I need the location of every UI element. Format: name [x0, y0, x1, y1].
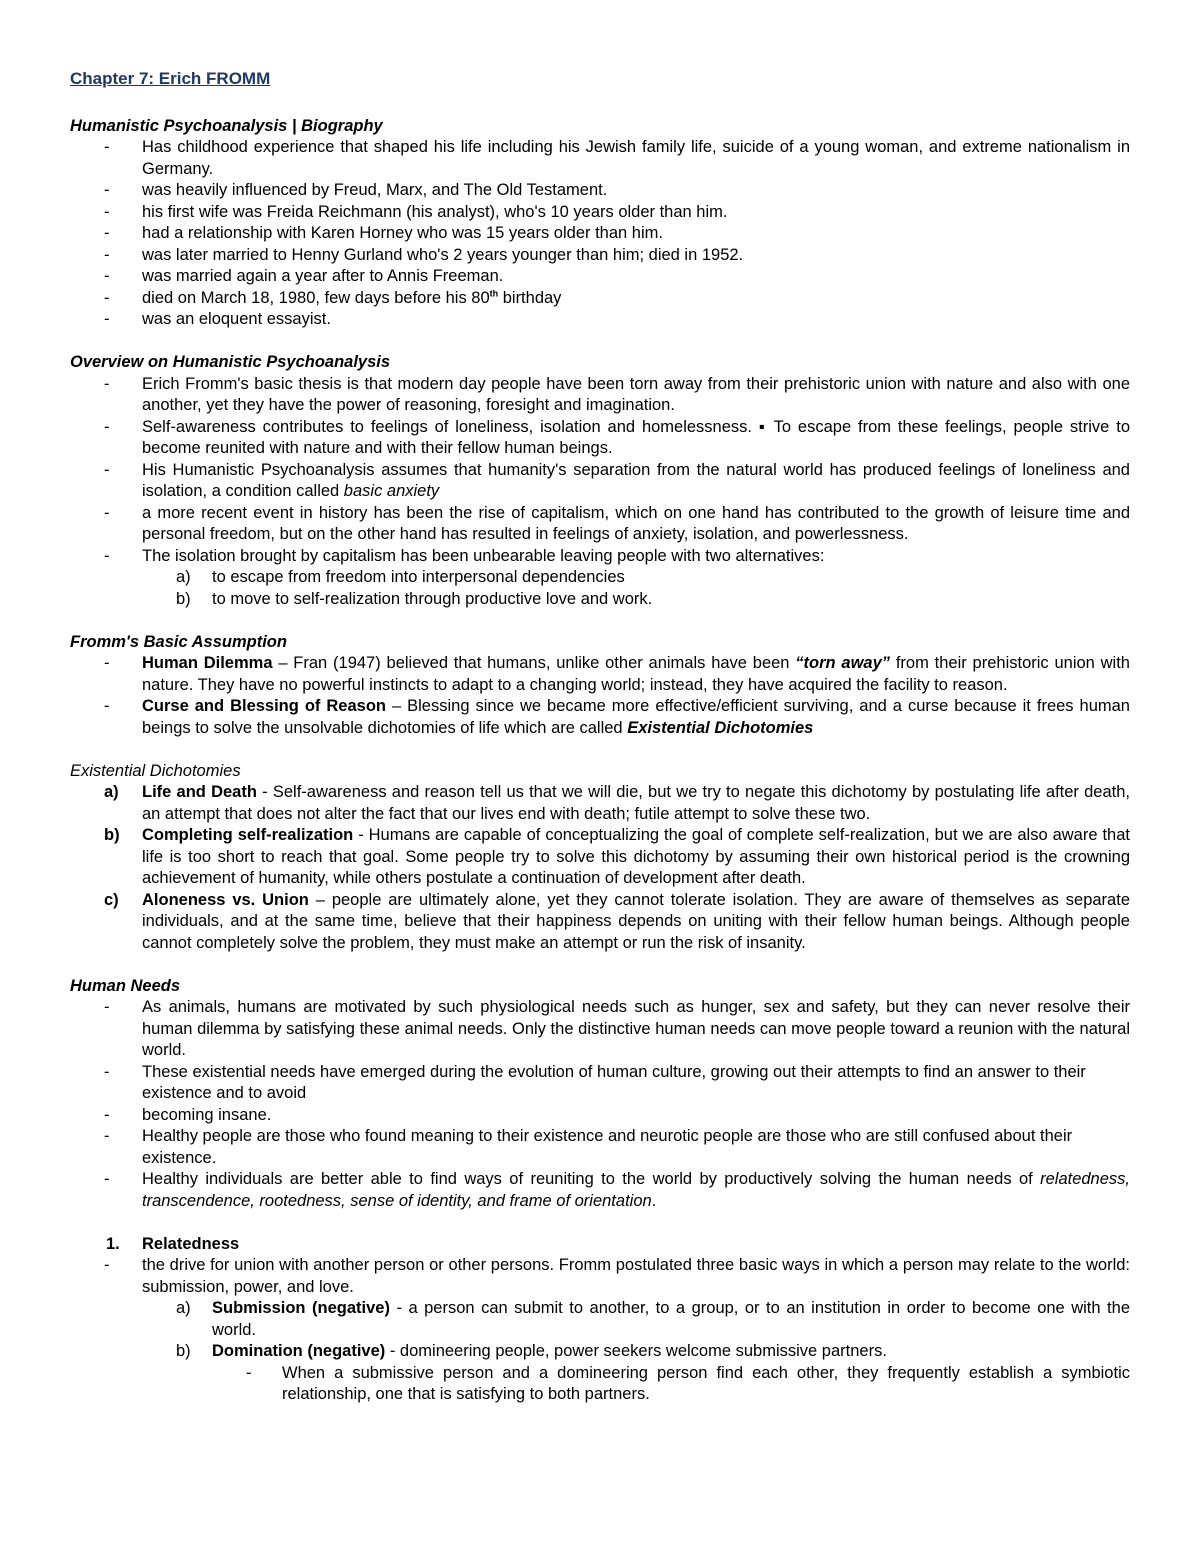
list-item: - These existential needs have emerged during the evolution of human culture, growing out their attempts to find an answer to their existence and to avoid	[104, 1062, 1086, 1102]
list-item: b) to move to self-realization through productive love and work.	[176, 589, 653, 608]
list-item: - Human Dilemma – Fran (1947) believed that humans, unlike other animals have been “torn away” from their prehistoric union with nature. They have no powerful instincts to adapt to a changing world; instead, they have acquired the facility to reason.	[104, 654, 1130, 694]
list-item: - becoming insane.	[104, 1105, 272, 1124]
section-heading-dichotomies: Existential Dichotomies	[70, 761, 241, 780]
list-item: - a more recent event in history has been the rise of capitalism, which on one hand has contributed to the growth of leisure time and personal freedom, but on the other hand has resulted in feelings of anxiety, isolation, and powerlessness.	[104, 503, 1130, 543]
relatedness-list	[70, 1255, 1130, 1406]
biography-list	[70, 137, 1130, 331]
list-item: b) Domination (negative) - domineering people, power seekers welcome submissive partners.	[176, 1342, 887, 1360]
list-item: - Erich Fromm's basic thesis is that modern day people have been torn away from their prehistoric union with nature and also with one another, yet they have the power of reasoning, foresight and imagination.	[104, 374, 1130, 414]
page-title: Chapter 7: Erich FROMM	[70, 69, 271, 88]
assumption-list	[70, 653, 1130, 739]
list-item: - his first wife was Freida Reichmann (his analyst), who's 10 years older than him.	[104, 202, 728, 221]
list-item: b) Completing self-realization - Humans are capable of conceptualizing the goal of complete self-realization, but we are also aware that life is too short to reach that goal. Some people try to solve this dichotomy by assuming their own historical period is the crowning achievement of humanity, while others postulate a continuation of development after death.	[104, 826, 1130, 887]
list-item: a) Submission (negative) - a person can submit to another, to a group, or to an institution in order to become one with the world.	[176, 1299, 1130, 1339]
list-item: - Healthy individuals are better able to find ways of reuniting to the world by productively solving the human needs of relatedness, transcendence, rootedness, sense of identity, and frame of orientation.	[104, 1170, 1130, 1210]
list-item: - was later married to Henny Gurland who's 2 years younger than him; died in 1952.	[104, 245, 744, 264]
list-item: - Self-awareness contributes to feelings of loneliness, isolation and homelessness. ▪ To escape from these feelings, people strive to become reunited with nature and with their fellow human beings.	[104, 417, 1130, 457]
list-item: c) Aloneness vs. Union – people are ultimately alone, yet they cannot tolerate isolation. They are aware of themselves as separate individuals, and at the same time, believe that their happiness depends on uniting with their fellow human beings. Although people cannot completely solve the problem, they must make an attempt or run the risk of insanity.	[104, 890, 1130, 952]
list-item: a) Life and Death - Self-awareness and reason tell us that we will die, but we try to negate this dichotomy by postulating life after death, an attempt that does not alter the fact that our lives end with death; futile attempt to solve these two.	[104, 783, 1130, 823]
list-item: - His Humanistic Psychoanalysis assumes that humanity's separation from the natural world has produced feelings of loneliness and isolation, a condition called basic anxiety	[104, 460, 1130, 500]
list-item: - the drive for union with another person or other persons. Fromm postulated three basic ways in which a person may relate to the world: submission, power, and love.	[104, 1256, 1130, 1296]
list-item: - died on March 18, 1980, few days before his 80th birthday	[104, 288, 562, 307]
list-item: - was heavily influenced by Freud, Marx, and The Old Testament.	[104, 181, 608, 199]
list-item: - was married again a year after to Annis Freeman.	[104, 267, 504, 285]
list-item: - had a relationship with Karen Horney who was 15 years older than him.	[104, 224, 663, 242]
section-heading-biography: Humanistic Psychoanalysis | Biography	[70, 116, 383, 135]
list-item: - As animals, humans are motivated by such physiological needs such as hunger, sex and safety, but they can never resolve their human dilemma by satisfying these animal needs. Only the distinctive human needs can move people toward a reunion with the natural world.	[104, 998, 1130, 1059]
list-item: - Healthy people are those who found meaning to their existence and neurotic people are those who are still confused about their existence.	[104, 1127, 1073, 1167]
dichotomies-list	[70, 782, 1130, 954]
list-item: - When a submissive person and a domineering person find each other, they frequently establish a symbiotic relationship, one that is satisfying to both partners.	[246, 1363, 1130, 1403]
list-item: - The isolation brought by capitalism has been unbearable leaving people with two alternatives:	[104, 546, 825, 565]
section-heading-overview: Overview on Humanistic Psychoanalysis	[70, 353, 391, 371]
needs-list	[70, 997, 1130, 1212]
overview-list	[70, 374, 1130, 611]
section-heading-basic-assumption: Fromm's Basic Assumption	[70, 632, 287, 651]
section-heading-human-needs: Human Needs	[70, 976, 181, 995]
list-item: - was an eloquent essayist.	[104, 310, 331, 328]
subsection-heading-relatedness: 1. Relatedness	[106, 1234, 240, 1253]
list-item: - Curse and Blessing of Reason – Blessing since we became more effective/efficient surviving, and a curse because it frees human beings to solve the unsolvable dichotomies of life which are called Existential Dichotomies	[104, 697, 1130, 737]
list-item: a) to escape from freedom into interpersonal dependencies	[176, 568, 625, 586]
list-item: - Has childhood experience that shaped his life including his Jewish family life, suicide of a young woman, and extreme nationalism in Germany.	[104, 138, 1130, 178]
